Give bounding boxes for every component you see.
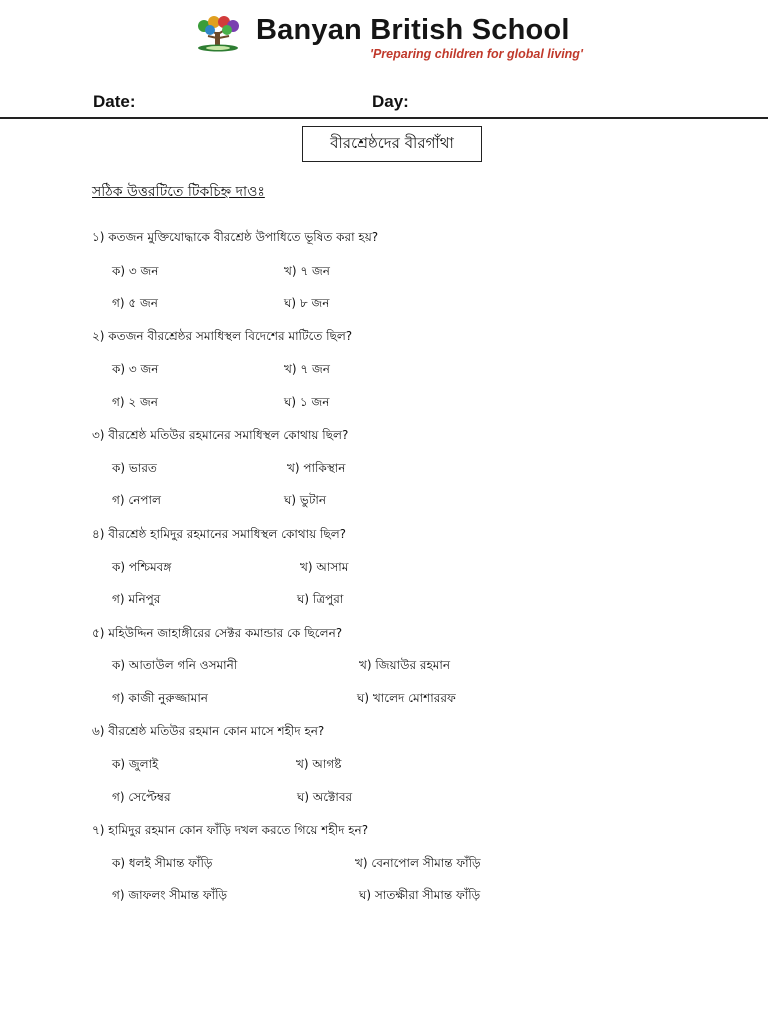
question-3: ৩) বীরশ্রেষ্ঠ মতিউর রহমানের সমাধিস্থল কোথায় ছিল? <box>92 428 349 442</box>
option-4c[interactable]: গ) মনিপুর <box>112 592 161 606</box>
question-7: ৭) হামিদুর রহমান কোন ফাঁড়ি দখল করতে গিয়ে শহীদ হন? <box>92 823 369 837</box>
question-1: ১) কতজন মুক্তিযোদ্ধাকে বীরশ্রেষ্ঠ উপাধিতে ভূষিত করা হয়? <box>92 230 379 244</box>
option-4b[interactable]: খ) আসাম <box>300 560 349 574</box>
option-2b[interactable]: খ) ৭ জন <box>284 362 330 376</box>
option-3c[interactable]: গ) নেপাল <box>112 493 161 507</box>
worksheet-title: বীরশ্রেষ্ঠদের বীরগাঁথা <box>302 126 482 162</box>
option-6d[interactable]: ঘ) অক্টোবর <box>297 790 353 804</box>
school-name: Banyan British School <box>256 14 570 46</box>
option-7a[interactable]: ক) ধলই সীমান্ত ফাঁড়ি <box>112 856 213 870</box>
option-4a[interactable]: ক) পশ্চিমবঙ্গ <box>112 560 172 574</box>
day-label: Day: <box>372 92 409 111</box>
option-7c[interactable]: গ) জাফলং সীমান্ত ফাঁড়ি <box>112 888 228 902</box>
option-7d[interactable]: ঘ) সাতক্ষীরা সীমান্ত ফাঁড়ি <box>359 888 481 902</box>
option-6b[interactable]: খ) আগষ্ট <box>296 757 342 771</box>
question-4: ৪) বীরশ্রেষ্ঠ হামিদুর রহমানের সমাধিস্থল কোথায় ছিল? <box>92 527 347 541</box>
date-label: Date: <box>93 92 136 111</box>
option-2a[interactable]: ক) ৩ জন <box>112 362 159 376</box>
option-1b[interactable]: খ) ৭ জন <box>284 264 330 278</box>
option-5b[interactable]: খ) জিয়াউর রহমান <box>359 658 451 672</box>
question-5: ৫) মহিউদ্দিন জাহাঙ্গীরের সেক্টর কমান্ডার কে ছিলেন? <box>92 626 343 640</box>
school-header <box>0 0 768 80</box>
question-2: ২) কতজন বীরশ্রেষ্ঠর সমাধিস্থল বিদেশের মাটিতে ছিল? <box>92 329 353 343</box>
option-1d[interactable]: ঘ) ৮ জন <box>284 296 330 310</box>
option-7b[interactable]: খ) বেনাপোল সীমান্ত ফাঁড়ি <box>355 856 481 870</box>
option-3b[interactable]: খ) পাকিস্থান <box>287 461 346 475</box>
header-divider <box>0 117 768 119</box>
option-4d[interactable]: ঘ) ত্রিপুরা <box>297 592 344 606</box>
school-tagline: 'Preparing children for global living' <box>370 47 583 61</box>
banyan-tree-logo-icon <box>192 16 244 56</box>
instruction-text: সঠিক উত্তরটিতে টিকচিহ্ন দাওঃ <box>92 184 265 200</box>
option-6c[interactable]: গ) সেপ্টেম্বর <box>112 790 171 804</box>
option-3a[interactable]: ক) ভারত <box>112 461 157 475</box>
question-6: ৬) বীরশ্রেষ্ঠ মতিউর রহমান কোন মাসে শহীদ হন? <box>92 724 325 738</box>
option-1c[interactable]: গ) ৫ জন <box>112 296 158 310</box>
option-3d[interactable]: ঘ) ভুটান <box>284 493 327 507</box>
option-5c[interactable]: গ) কাজী নুরুজ্জামান <box>112 691 208 705</box>
option-5d[interactable]: ঘ) খালেদ মোশাররফ <box>357 691 456 705</box>
option-1a[interactable]: ক) ৩ জন <box>112 264 159 278</box>
option-2d[interactable]: ঘ) ১ জন <box>284 395 330 409</box>
option-2c[interactable]: গ) ২ জন <box>112 395 158 409</box>
option-5a[interactable]: ক) আতাউল গনি ওসমানী <box>112 658 238 672</box>
option-6a[interactable]: ক) জুলাই <box>112 757 159 771</box>
